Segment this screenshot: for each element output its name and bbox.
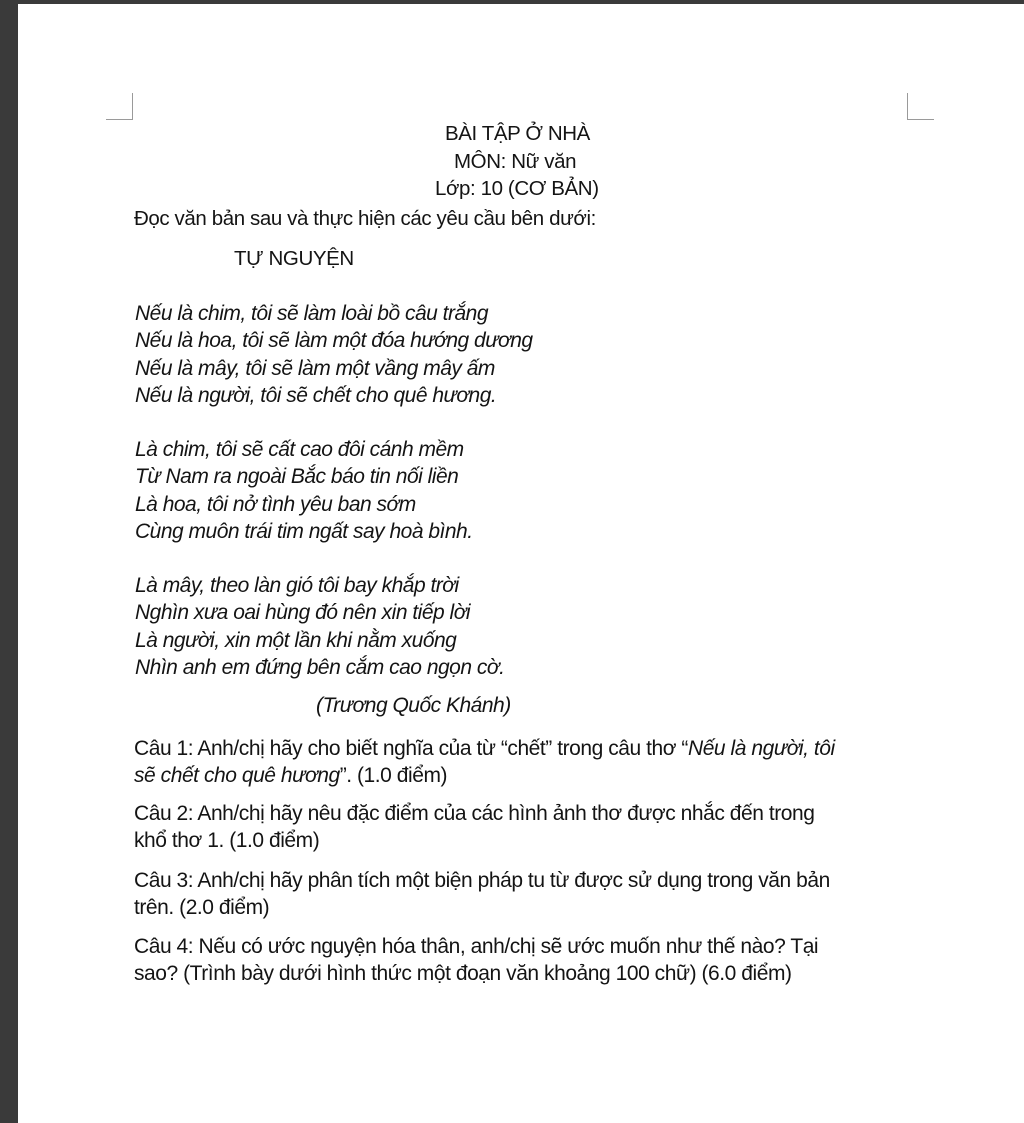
question-line: Câu 4: Nếu có ước nguyện hóa thân, anh/chị sẽ ước muốn như thế nào? Tại xyxy=(134,935,819,958)
question-line xyxy=(134,735,924,762)
poem-line: Nếu là chim, tôi sẽ làm loài bồ câu trắng xyxy=(135,302,489,325)
grade-line: Lớp: 10 (CƠ BẢN) xyxy=(435,177,599,200)
poem-line: Là chim, tôi sẽ cất cao đôi cánh mềm xyxy=(135,438,464,461)
question-2 xyxy=(134,800,924,854)
poem-line: Nếu là hoa, tôi sẽ làm một đóa hướng dương xyxy=(135,329,533,353)
question-3 xyxy=(134,867,924,921)
document-title: BÀI TẬP Ở NHÀ xyxy=(445,122,590,145)
question-text: ”. (1.0 điểm) xyxy=(339,764,448,787)
question-line: Câu 3: Anh/chị hãy phân tích một biện pháp tu từ được sử dụng trong văn bản xyxy=(134,869,830,892)
poem-line: Từ Nam ra ngoài Bắc báo tin nối liền xyxy=(135,465,459,489)
question-1 xyxy=(134,735,924,789)
question-line: khổ thơ 1. (1.0 điểm) xyxy=(134,829,320,852)
poem-line: Là mây, theo làn gió tôi bay khắp trời xyxy=(135,574,459,597)
margin-corner-mark-top-right xyxy=(907,93,934,120)
margin-corner-mark-top-left xyxy=(106,93,133,120)
poem-title: TỰ NGUYỆN xyxy=(234,247,354,270)
poem-line: Cùng muôn trái tim ngất say hoà bình. xyxy=(135,519,473,543)
question-4 xyxy=(134,933,924,987)
poem-line: Nhìn anh em đứng bên cắm cao ngọn cờ. xyxy=(135,655,505,679)
poem-stanza-3 xyxy=(135,572,504,681)
quoted-verse: sẽ chết cho quê hương xyxy=(134,764,340,787)
document-page xyxy=(18,4,1024,1123)
poem-line: Nghìn xưa oai hùng đó nên xin tiếp lời xyxy=(135,601,471,625)
poem-line: Nếu là mây, tôi sẽ làm một vầng mây ấm xyxy=(135,356,495,380)
instruction-text: Đọc văn bản sau và thực hiện các yêu cầu bên dưới: xyxy=(134,207,596,230)
question-text: Câu 1: Anh/chị hãy cho biết nghĩa của từ “chết” trong câu thơ “ xyxy=(134,737,688,760)
poem-line: Là người, xin một lần khi nằm xuống xyxy=(135,628,457,652)
question-line: sao? (Trình bày dưới hình thức một đoạn văn khoảng 100 chữ) (6.0 điểm) xyxy=(134,962,792,985)
subject-line: MÔN: Nữ văn xyxy=(454,150,577,173)
quoted-verse: Nếu là người, tôi xyxy=(687,737,835,760)
poem-stanza-1 xyxy=(135,300,533,409)
poem-line: Là hoa, tôi nở tình yêu ban sớm xyxy=(135,492,416,516)
poem-stanza-2 xyxy=(135,436,473,545)
poem-author: (Trương Quốc Khánh) xyxy=(316,694,511,717)
poem-line: Nếu là người, tôi sẽ chết cho quê hương. xyxy=(135,383,497,407)
question-line: trên. (2.0 điểm) xyxy=(134,896,270,919)
question-line xyxy=(134,762,924,789)
question-line: Câu 2: Anh/chị hãy nêu đặc điểm của các hình ảnh thơ được nhắc đến trong xyxy=(134,802,815,825)
